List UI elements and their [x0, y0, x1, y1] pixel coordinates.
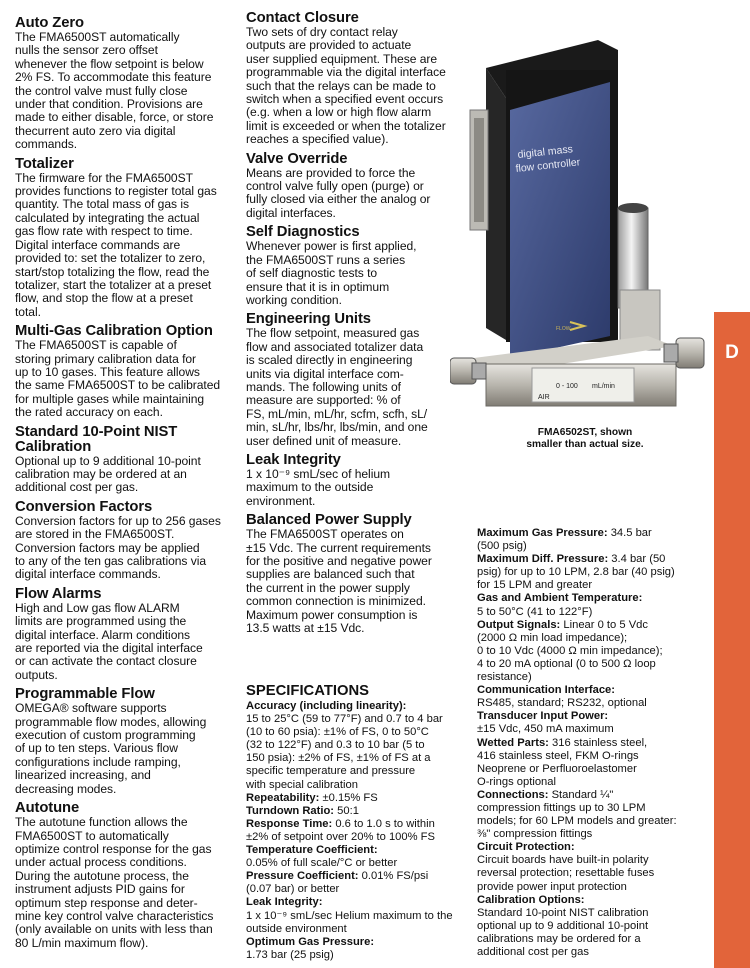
spec-list-left: [246, 700, 468, 962]
spec-item: [246, 818, 468, 844]
section-body: High and Low gas flow ALARM limits are programmed using the digital interface. Alarm conditions are reported via the digital interface or can activate the contact closure outputs.: [15, 600, 203, 682]
display-gas: AIR: [538, 394, 550, 401]
section-body: Conversion factors for up to 256 gases are stored in the FMA6500ST. Conversion factors may be applied to any of the ten gas calibrations via digital interface commands.: [15, 513, 221, 582]
section: [15, 324, 237, 419]
spec-label: Leak Integrity:: [246, 896, 323, 909]
spec-list-right: [477, 527, 701, 959]
spec-label: Pressure Coefficient:: [246, 870, 359, 883]
section-heading: Balanced Power Supply: [246, 512, 412, 529]
specifications-left: [246, 684, 468, 962]
spec-item: [477, 527, 701, 553]
spec-label: Transducer Input Power:: [477, 710, 609, 723]
section: [15, 157, 237, 319]
spec-label: Repeatability:: [246, 791, 320, 804]
spec-value: RS485, standard; RS232, optional: [477, 697, 647, 710]
section-heading: Auto Zero: [15, 15, 84, 31]
spec-label: Calibration Options:: [477, 893, 585, 906]
section: [15, 500, 237, 582]
spec-label: Circuit Protection:: [477, 841, 575, 854]
spec-item: [477, 684, 701, 710]
spec-label: Accuracy (including linearity):: [246, 700, 407, 712]
section-heading: Flow Alarms: [15, 585, 102, 602]
left-column: [15, 16, 237, 955]
spec-item: [477, 710, 701, 736]
spec-label: Turndown Ratio:: [246, 804, 335, 817]
specifications-title: SPECIFICATIONS: [246, 683, 370, 699]
section-heading: Conversion Factors: [15, 498, 153, 515]
spec-value: 1 x 10⁻⁹ smL/sec Helium maximum to the outside environment: [246, 909, 453, 935]
spec-value: 1.73 bar (25 psig): [246, 948, 334, 961]
section-body: The flow setpoint, measured gas flow and associated totalizer data is scaled directly in engineering units via digital interface com- mands. The following units of measure are supported: % of FS, mL/min, mL/hr, scfm, scfh, sL/ min, sL/hr, lbs/hr, lbs/min, and one user defined unit of measure.: [246, 326, 428, 448]
spec-value: 50:1: [334, 804, 359, 817]
specifications-right: [477, 527, 701, 959]
section-heading: Valve Override: [246, 150, 348, 167]
section-body: The FMA6500ST operates on ±15 Vdc. The current requirements for the positive and negative power supplies are balanced such that the current in the power supply common connection is minimized. Maximum power consumption is 13.5 watts at ±15 Vdc.: [246, 527, 432, 636]
device-label-line1: digital mass: [517, 143, 574, 161]
section-body: Whenever power is first applied, the FMA6500ST runs a series of self diagnostic tests to ensure that it is in optimum working condition.: [246, 239, 417, 307]
section: [246, 152, 460, 221]
device-label-panel: [510, 82, 610, 358]
spec-item: [246, 896, 468, 935]
section-tab: [714, 312, 750, 968]
product-caption: FMA6502ST, shown smaller than actual size.: [526, 427, 644, 450]
section-heading: Contact Closure: [246, 10, 359, 26]
spec-item: [246, 792, 468, 805]
spec-value: 0.6 to 1.0 s to within ±2% of setpoint over 20% to 100% FS: [246, 817, 435, 843]
section: [246, 225, 460, 307]
spec-value: ±0.15% FS: [319, 791, 378, 804]
spec-item: [477, 592, 701, 618]
spec-value: 34.5 bar (500 psig): [477, 527, 652, 553]
flow-controller-image: [450, 40, 712, 418]
section-body: The FMA6500ST automatically nulls the sensor zero offset whenever the flow setpoint is below 2% FS. To accommodate this feature the control valve must fully close under that condition. Provisions are made to either disable, force, or store thecurrent auto zero via digital commands.: [15, 30, 214, 152]
spec-item: [477, 894, 701, 959]
spec-label: Connections:: [477, 788, 549, 801]
spec-item: [477, 553, 701, 592]
section-body: Means are provided to force the control valve fully open (purge) or fully closed via either the analog or digital interfaces.: [246, 165, 431, 220]
spec-value: 15 to 25°C (59 to 77°F) and 0.7 to 4 bar (10 to 60 psia): ±1% of FS, 0 to 50°C (32 to 122°F) and 0.3 to 10 bar (5 to 150 psia): ±2% of FS, ±1% of FS at a specific temperature and pressure with special calibration: [246, 713, 443, 791]
spec-item: [477, 789, 701, 841]
section-body: Two sets of dry contact relay outputs are provided to actuate user supplied equipment. These are programmable via the digital interface such that the relays can be made to switch when a specified event occurs (e.g. when a low or high flow alarm limit is exceeded or when the totalizer reaches a specified value).: [246, 25, 446, 147]
spec-label: Maximum Diff. Pressure:: [477, 553, 609, 566]
section-heading: Autotune: [15, 800, 80, 817]
spec-item: [246, 844, 468, 870]
spec-label: Output Signals:: [477, 618, 561, 631]
section: [246, 453, 460, 508]
spec-label: Response Time:: [246, 817, 333, 830]
section: [15, 425, 237, 495]
spec-label: Communication Interface:: [477, 684, 615, 697]
section-body: The FMA6500ST is capable of storing primary calibration data for up to 10 gases. This feature allows the same FMA6500ST to be calibrated for multiple gases while maintaining the rated accuracy on each.: [15, 338, 221, 420]
spec-item: [477, 841, 701, 893]
section: [15, 687, 237, 796]
spec-value: 316 stainless steel, 416 stainless steel, FKM O-rings Neoprene or Perfluoroelastomer O-rings optional: [477, 736, 648, 788]
spec-label: Wetted Parts:: [477, 736, 549, 749]
section-body: 1 x 10⁻⁹ smL/sec of helium maximum to the outside environment.: [246, 466, 391, 508]
spec-label: Gas and Ambient Temperature:: [477, 592, 643, 605]
section-heading: Engineering Units: [246, 311, 371, 328]
spec-value: Standard 10-point NIST calibration optional up to 9 additional 10-point calibrations may be ordered for a additional cost per gas: [477, 906, 649, 958]
spec-label: Optimum Gas Pressure:: [246, 935, 375, 948]
section: [15, 587, 237, 682]
section-heading: Leak Integrity: [246, 451, 341, 468]
spec-value: 3.4 bar (50 psig) for up to 10 LPM, 2.8 bar (40 psig) for 15 LPM and greater: [477, 553, 675, 592]
section-heading: Totalizer: [15, 155, 74, 172]
spec-item: [246, 936, 468, 962]
section: [15, 16, 237, 152]
section-body: Optional up to 9 additional 10-point calibration may be ordered at an additional cost per gas.: [15, 453, 201, 495]
brand-text: FLOW: [556, 326, 571, 332]
spec-label: Temperature Coefficient:: [246, 844, 378, 857]
section: [15, 801, 237, 950]
spec-value: 5 to 50°C (41 to 122°F): [477, 605, 593, 618]
spec-item: [477, 619, 701, 684]
spec-value: 0.05% of full scale/°C or better: [246, 857, 398, 870]
section-heading: Multi-Gas Calibration Option: [15, 323, 213, 340]
section-tab-letter: D: [725, 342, 739, 363]
display-unit: mL/min: [592, 383, 615, 390]
section-heading: Programmable Flow: [15, 686, 155, 703]
spec-value: Standard ¼" compression fittings up to 30 LPM models; for 60 LPM models and greater: ⅜" compression fittings: [477, 788, 677, 841]
middle-column: [246, 11, 460, 640]
spec-item: [246, 870, 468, 896]
spec-value: Linear 0 to 5 Vdc (2000 Ω min load impedance); 0 to 10 Vdc (4000 Ω min impedance); 4 to 20 mA optional (0 to 500 Ω loop resistance): [477, 618, 663, 684]
spec-item: [246, 805, 468, 818]
section: [246, 11, 460, 147]
section-heading: Self Diagnostics: [246, 224, 360, 241]
section-heading: Standard 10-Point NIST Calibration: [15, 423, 178, 455]
spec-value: 0.01% FS/psi (0.07 bar) or better: [246, 870, 429, 896]
spec-value: Circuit boards have built-in polarity reversal protection; resettable fuses provide power input protection: [477, 854, 655, 893]
section-body: The autotune function allows the FMA6500ST to automatically optimize control response for the gas under actual process conditions. During the autotune process, the instrument adjusts PID gains for optimum step response and deter- mine key control valve characteristics (only available on units with less than 80 L/min maximum flow).: [15, 815, 214, 950]
section: [246, 513, 460, 635]
spec-value: ±15 Vdc, 450 mA maximum: [477, 723, 614, 736]
device-label-line2: flow controller: [515, 156, 581, 175]
section-body: The firmware for the FMA6500ST provides functions to register total gas quantity. The total mass of gas is calculated by integrating the actual gas flow rate with respect to time. Digital interface commands are provided to: set the totalizer to zero, start/stop totalizing the flow, read the totalizer, start the totalizer at a preset flow, and stop the flow at a preset total.: [15, 170, 217, 319]
spec-item: [246, 700, 468, 792]
display-range: 0 - 100: [556, 383, 578, 390]
spec-item: [477, 737, 701, 789]
section-body: OMEGA® software supports programmable flow modes, allowing execution of custom programming of up to ten steps. Various flow configurations include ramping, linearized increasing, and decreasing modes.: [15, 701, 207, 796]
spec-label: Maximum Gas Pressure:: [477, 527, 608, 539]
section: [246, 312, 460, 448]
